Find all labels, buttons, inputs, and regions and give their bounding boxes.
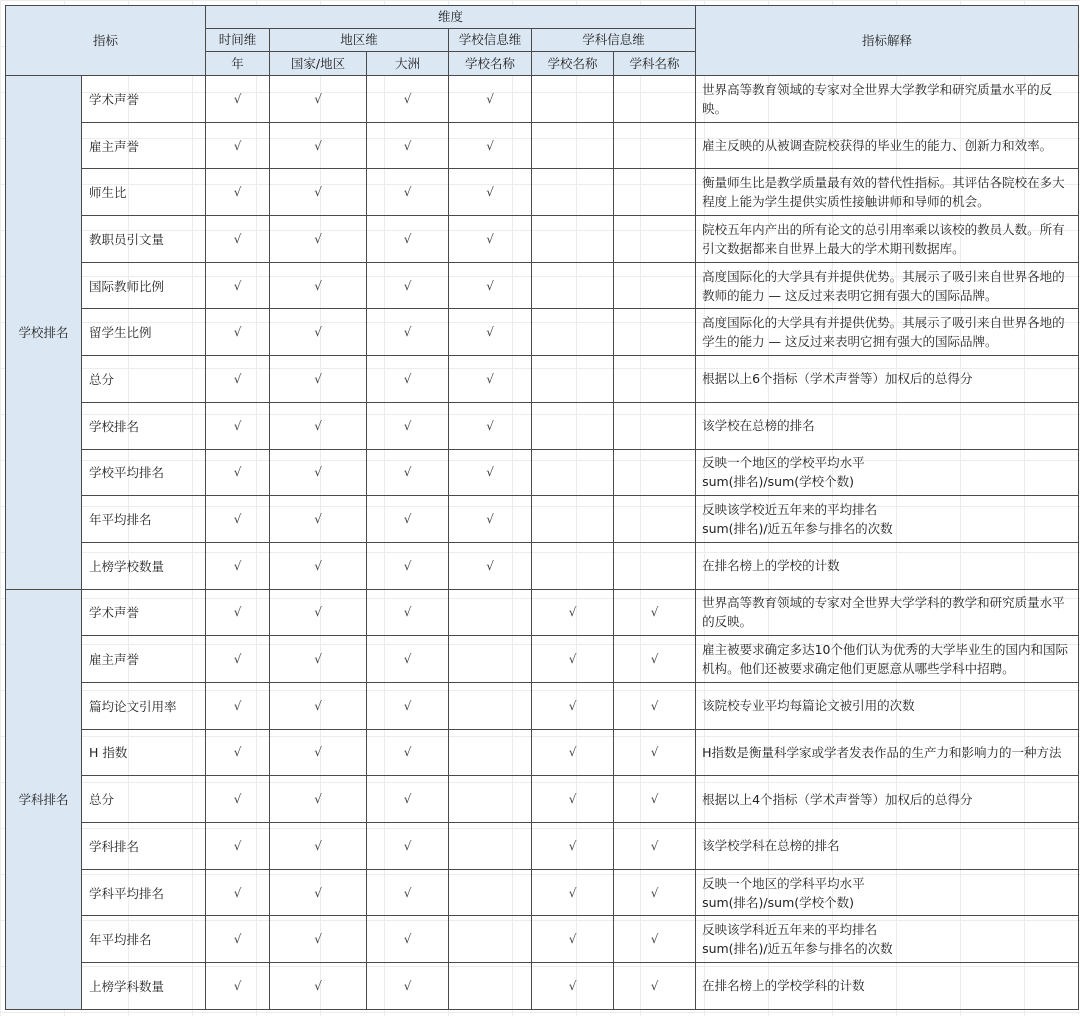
check-mark: √ bbox=[367, 356, 449, 403]
empty-cell bbox=[449, 869, 532, 916]
check-mark: √ bbox=[367, 122, 449, 169]
explanation-text: 该学校在总榜的排名 bbox=[702, 418, 815, 434]
check-mark: √ bbox=[449, 402, 532, 449]
empty-cell bbox=[614, 169, 696, 216]
check-mark: √ bbox=[270, 776, 367, 823]
dimension-header: 维度 bbox=[206, 6, 696, 29]
empty-cell bbox=[614, 402, 696, 449]
empty-cell bbox=[449, 776, 532, 823]
table-row bbox=[6, 262, 1079, 309]
check-mark: √ bbox=[449, 449, 532, 496]
check-mark: √ bbox=[614, 916, 696, 963]
check-mark: √ bbox=[367, 682, 449, 729]
empty-cell bbox=[614, 449, 696, 496]
explanation-text: 反映该学科近五年来的平均排名 bbox=[702, 922, 878, 938]
check-mark: √ bbox=[367, 963, 449, 1010]
check-mark: √ bbox=[206, 122, 270, 169]
table-row bbox=[6, 76, 1079, 123]
table-row bbox=[6, 589, 1079, 636]
explanation-text: 世界高等教育领域的专家对全世界大学学科的教学和研究质量水平的反映。 bbox=[702, 595, 1065, 630]
indicator-explanation bbox=[696, 776, 1079, 823]
check-mark: √ bbox=[367, 776, 449, 823]
check-mark: √ bbox=[367, 309, 449, 356]
check-mark: √ bbox=[367, 449, 449, 496]
indicator-explanation bbox=[696, 496, 1079, 543]
check-mark: √ bbox=[532, 776, 614, 823]
check-mark: √ bbox=[270, 542, 367, 589]
table-row bbox=[6, 309, 1079, 356]
table-row bbox=[6, 729, 1079, 776]
check-mark: √ bbox=[206, 776, 270, 823]
check-mark: √ bbox=[532, 636, 614, 683]
table-row bbox=[6, 869, 1079, 916]
school-info-dim-header: 学校信息维 bbox=[449, 29, 532, 52]
check-mark: √ bbox=[206, 402, 270, 449]
explanation-text: 根据以上6个指标（学术声誉等）加权后的总得分 bbox=[702, 371, 973, 387]
metric-name: 师生比 bbox=[82, 169, 206, 216]
metric-name: 留学生比例 bbox=[82, 309, 206, 356]
explanation-text: 反映一个地区的学校平均水平 bbox=[702, 455, 865, 471]
check-mark: √ bbox=[367, 542, 449, 589]
check-mark: √ bbox=[206, 729, 270, 776]
explanation-text: 高度国际化的大学具有并提供优势。其展示了吸引来自世界各地的学生的能力 — 这反过来表明它拥有强大的国际品牌。 bbox=[702, 315, 1065, 350]
empty-cell bbox=[449, 963, 532, 1010]
check-mark: √ bbox=[206, 682, 270, 729]
check-mark: √ bbox=[270, 636, 367, 683]
check-mark: √ bbox=[449, 309, 532, 356]
subject-name-header: 学科名称 bbox=[614, 52, 696, 76]
table-body bbox=[6, 76, 1079, 1010]
metric-name: 年平均排名 bbox=[82, 496, 206, 543]
check-mark: √ bbox=[270, 682, 367, 729]
check-mark: √ bbox=[449, 76, 532, 123]
region-dim-header: 地区维 bbox=[270, 29, 449, 52]
metric-name: 总分 bbox=[82, 776, 206, 823]
check-mark: √ bbox=[270, 589, 367, 636]
check-mark: √ bbox=[532, 589, 614, 636]
check-mark: √ bbox=[206, 636, 270, 683]
table-row bbox=[6, 823, 1079, 870]
check-mark: √ bbox=[206, 309, 270, 356]
check-mark: √ bbox=[532, 916, 614, 963]
check-mark: √ bbox=[206, 869, 270, 916]
check-mark: √ bbox=[614, 729, 696, 776]
indicator-explanation bbox=[696, 916, 1079, 963]
check-mark: √ bbox=[532, 963, 614, 1010]
check-mark: √ bbox=[532, 823, 614, 870]
check-mark: √ bbox=[532, 869, 614, 916]
explanation-formula: sum(排名)/近五年参与排名的次数 bbox=[702, 521, 893, 537]
check-mark: √ bbox=[367, 589, 449, 636]
explanation-text: 该院校专业平均每篇论文被引用的次数 bbox=[702, 698, 915, 714]
check-mark: √ bbox=[367, 636, 449, 683]
explanation-text: 高度国际化的大学具有并提供优势。其展示了吸引来自世界各地的教师的能力 — 这反过来表明它拥有强大的国际品牌。 bbox=[702, 268, 1065, 303]
metric-name: 篇均论文引用率 bbox=[82, 682, 206, 729]
metric-name: 学校平均排名 bbox=[82, 449, 206, 496]
metric-name: 总分 bbox=[82, 356, 206, 403]
check-mark: √ bbox=[270, 869, 367, 916]
check-mark: √ bbox=[270, 216, 367, 263]
explanation-formula: sum(排名)/近五年参与排名的次数 bbox=[702, 941, 893, 957]
check-mark: √ bbox=[270, 823, 367, 870]
empty-cell bbox=[614, 216, 696, 263]
empty-cell bbox=[449, 589, 532, 636]
check-mark: √ bbox=[367, 916, 449, 963]
explanation-text: 世界高等教育领域的专家对全世界大学教学和研究质量水平的反映。 bbox=[702, 81, 1053, 116]
school-name-header-2: 学校名称 bbox=[532, 52, 614, 76]
explanation-text: 反映一个地区的学科平均水平 bbox=[702, 875, 865, 891]
indicator-explanation bbox=[696, 542, 1079, 589]
metric-name: 学术声誉 bbox=[82, 589, 206, 636]
table-row bbox=[6, 776, 1079, 823]
check-mark: √ bbox=[614, 682, 696, 729]
check-mark: √ bbox=[367, 823, 449, 870]
explanation-text: 在排名榜上的学校的计数 bbox=[702, 558, 840, 574]
table-row bbox=[6, 916, 1079, 963]
empty-cell bbox=[614, 122, 696, 169]
subject-info-dim-header: 学科信息维 bbox=[532, 29, 696, 52]
continent-header: 大洲 bbox=[367, 52, 449, 76]
empty-cell bbox=[532, 169, 614, 216]
check-mark: √ bbox=[614, 869, 696, 916]
indicator-dimension-table bbox=[5, 5, 1079, 1010]
explanation-text: 反映该学校近五年来的平均排名 bbox=[702, 502, 878, 518]
empty-cell bbox=[449, 682, 532, 729]
check-mark: √ bbox=[206, 963, 270, 1010]
check-mark: √ bbox=[206, 496, 270, 543]
metric-name: 年平均排名 bbox=[82, 916, 206, 963]
metric-name: 学术声誉 bbox=[82, 76, 206, 123]
check-mark: √ bbox=[270, 496, 367, 543]
metric-name: 国际教师比例 bbox=[82, 262, 206, 309]
metric-name: 上榜学校数量 bbox=[82, 542, 206, 589]
check-mark: √ bbox=[270, 963, 367, 1010]
check-mark: √ bbox=[206, 76, 270, 123]
table-row bbox=[6, 169, 1079, 216]
empty-cell bbox=[532, 216, 614, 263]
metric-name: H 指数 bbox=[82, 729, 206, 776]
table-row bbox=[6, 636, 1079, 683]
indicator-explanation bbox=[696, 216, 1079, 263]
check-mark: √ bbox=[270, 76, 367, 123]
indicator-explanation bbox=[696, 449, 1079, 496]
empty-cell bbox=[614, 356, 696, 403]
empty-cell bbox=[532, 449, 614, 496]
indicator-explanation bbox=[696, 729, 1079, 776]
check-mark: √ bbox=[449, 169, 532, 216]
table-row bbox=[6, 542, 1079, 589]
check-mark: √ bbox=[367, 729, 449, 776]
table-row bbox=[6, 963, 1079, 1010]
table-row bbox=[6, 449, 1079, 496]
empty-cell bbox=[449, 636, 532, 683]
time-dim-header: 时间维 bbox=[206, 29, 270, 52]
empty-cell bbox=[532, 356, 614, 403]
country-region-header: 国家/地区 bbox=[270, 52, 367, 76]
empty-cell bbox=[532, 309, 614, 356]
empty-cell bbox=[532, 542, 614, 589]
explanation-text: 雇主反映的从被调查院校获得的毕业生的能力、创新力和效率。 bbox=[702, 138, 1053, 154]
explanation-text: 院校五年内产出的所有论文的总引用率乘以该校的教员人数。所有引文数据都来自世界上最大的学术期刊数据库。 bbox=[702, 221, 1065, 256]
group-label: 学校排名 bbox=[6, 76, 82, 590]
indicator-explanation bbox=[696, 682, 1079, 729]
check-mark: √ bbox=[206, 262, 270, 309]
metric-name: 雇主声誉 bbox=[82, 636, 206, 683]
check-mark: √ bbox=[614, 823, 696, 870]
check-mark: √ bbox=[270, 402, 367, 449]
indicator-explanation bbox=[696, 122, 1079, 169]
check-mark: √ bbox=[449, 216, 532, 263]
check-mark: √ bbox=[206, 916, 270, 963]
check-mark: √ bbox=[206, 356, 270, 403]
check-mark: √ bbox=[367, 262, 449, 309]
empty-cell bbox=[532, 496, 614, 543]
explanation-text: 该学校学科在总榜的排名 bbox=[702, 838, 840, 854]
check-mark: √ bbox=[614, 589, 696, 636]
explanation-text: H指数是衡量科学家或学者发表作品的生产力和影响力的一种方法 bbox=[702, 744, 1062, 760]
indicator-explanation bbox=[696, 402, 1079, 449]
check-mark: √ bbox=[614, 636, 696, 683]
group-label: 学科排名 bbox=[6, 589, 82, 1009]
empty-cell bbox=[532, 262, 614, 309]
indicator-explanation bbox=[696, 869, 1079, 916]
check-mark: √ bbox=[270, 309, 367, 356]
indicator-header: 指标 bbox=[6, 6, 206, 76]
indicator-explanation bbox=[696, 963, 1079, 1010]
table-row bbox=[6, 356, 1079, 403]
explanation-text: 根据以上4个指标（学术声誉等）加权后的总得分 bbox=[702, 791, 973, 807]
indicator-explanation bbox=[696, 356, 1079, 403]
table-row bbox=[6, 402, 1079, 449]
check-mark: √ bbox=[367, 496, 449, 543]
indicator-explanation bbox=[696, 636, 1079, 683]
check-mark: √ bbox=[449, 356, 532, 403]
explanation-formula: sum(排名)/sum(学校个数) bbox=[702, 474, 855, 490]
empty-cell bbox=[614, 309, 696, 356]
check-mark: √ bbox=[206, 542, 270, 589]
metric-name: 学科平均排名 bbox=[82, 869, 206, 916]
metric-name: 教职员引文量 bbox=[82, 216, 206, 263]
check-mark: √ bbox=[614, 776, 696, 823]
check-mark: √ bbox=[449, 496, 532, 543]
check-mark: √ bbox=[449, 542, 532, 589]
indicator-explanation bbox=[696, 309, 1079, 356]
empty-cell bbox=[449, 729, 532, 776]
metric-name: 学校排名 bbox=[82, 402, 206, 449]
explanation-formula: sum(排名)/sum(学校个数) bbox=[702, 894, 855, 910]
empty-cell bbox=[532, 122, 614, 169]
indicator-explanation bbox=[696, 823, 1079, 870]
metric-name: 雇主声誉 bbox=[82, 122, 206, 169]
check-mark: √ bbox=[367, 869, 449, 916]
table-row bbox=[6, 216, 1079, 263]
check-mark: √ bbox=[532, 682, 614, 729]
check-mark: √ bbox=[449, 262, 532, 309]
check-mark: √ bbox=[206, 216, 270, 263]
check-mark: √ bbox=[270, 916, 367, 963]
check-mark: √ bbox=[270, 356, 367, 403]
check-mark: √ bbox=[206, 589, 270, 636]
check-mark: √ bbox=[270, 122, 367, 169]
empty-cell bbox=[449, 916, 532, 963]
metric-name: 学科排名 bbox=[82, 823, 206, 870]
check-mark: √ bbox=[206, 823, 270, 870]
table-row bbox=[6, 496, 1079, 543]
check-mark: √ bbox=[367, 169, 449, 216]
check-mark: √ bbox=[614, 963, 696, 1010]
indicator-explanation bbox=[696, 262, 1079, 309]
empty-cell bbox=[532, 76, 614, 123]
check-mark: √ bbox=[206, 169, 270, 216]
indicator-explanation bbox=[696, 169, 1079, 216]
check-mark: √ bbox=[449, 122, 532, 169]
table-row bbox=[6, 122, 1079, 169]
empty-cell bbox=[614, 496, 696, 543]
explanation-header: 指标解释 bbox=[696, 6, 1079, 76]
check-mark: √ bbox=[270, 449, 367, 496]
empty-cell bbox=[614, 542, 696, 589]
indicator-explanation bbox=[696, 589, 1079, 636]
check-mark: √ bbox=[270, 169, 367, 216]
explanation-text: 衡量师生比是教学质量最有效的替代性指标。其评估各院校在多大程度上能为学生提供实质性接触讲师和导师的机会。 bbox=[702, 175, 1065, 210]
check-mark: √ bbox=[270, 729, 367, 776]
empty-cell bbox=[532, 402, 614, 449]
check-mark: √ bbox=[367, 76, 449, 123]
empty-cell bbox=[614, 76, 696, 123]
check-mark: √ bbox=[532, 729, 614, 776]
check-mark: √ bbox=[206, 449, 270, 496]
check-mark: √ bbox=[367, 216, 449, 263]
check-mark: √ bbox=[367, 402, 449, 449]
indicator-explanation bbox=[696, 76, 1079, 123]
explanation-text: 在排名榜上的学校学科的计数 bbox=[702, 978, 865, 994]
check-mark: √ bbox=[270, 262, 367, 309]
school-name-header: 学校名称 bbox=[449, 52, 532, 76]
table-row bbox=[6, 682, 1079, 729]
explanation-text: 雇主被要求确定多达10个他们认为优秀的大学毕业生的国内和国际机构。他们还被要求确定他们更愿意从哪些学科中招聘。 bbox=[702, 642, 1068, 677]
year-header: 年 bbox=[206, 52, 270, 76]
empty-cell bbox=[449, 823, 532, 870]
metric-name: 上榜学科数量 bbox=[82, 963, 206, 1010]
empty-cell bbox=[614, 262, 696, 309]
